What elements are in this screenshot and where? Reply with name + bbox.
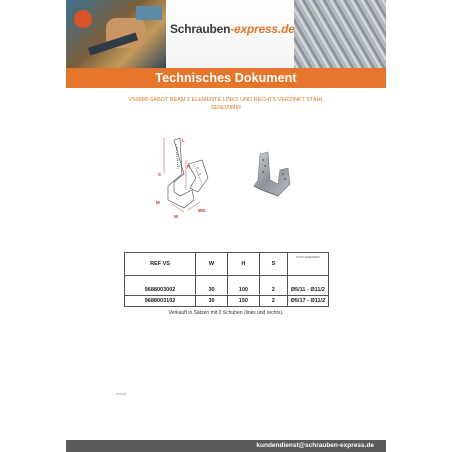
header-diameter: DURCHMESSER	[287, 253, 328, 276]
cell-diameter: Ø5/11 - Ø11/2	[287, 276, 328, 296]
footnote: ......STAND......	[111, 392, 131, 396]
label-H: H	[187, 164, 191, 169]
product-title-line2: SENDZIMIR	[210, 105, 242, 111]
label-S: S	[158, 172, 162, 177]
cell-s: 2	[259, 296, 287, 307]
header-banner	[66, 0, 386, 68]
document-page	[66, 0, 386, 452]
label-L: L	[182, 138, 185, 143]
logo-text-domain: -express.de	[230, 22, 295, 36]
cell-ref: 9688003002	[125, 276, 196, 296]
header-ref: REF VS	[125, 253, 196, 276]
label-WD: WD	[198, 208, 206, 213]
title-bar	[66, 68, 386, 88]
table-header-row	[125, 253, 329, 276]
cell-w: 30	[196, 276, 228, 296]
product-title-line1: VS9688-SABOT BEAM 2 ELEMENTE LINKS UND RECHTS VERZINKT STAHL	[128, 97, 324, 103]
technical-drawing	[154, 134, 214, 218]
cell-s: 2	[259, 276, 287, 296]
cell-w: 30	[196, 296, 228, 307]
tools-photo	[66, 0, 166, 68]
header-s: S	[259, 253, 287, 276]
label-M: M	[156, 200, 160, 205]
cell-diameter: Ø5/17 - Ø11/2	[287, 296, 328, 307]
header-h: H	[227, 253, 259, 276]
spec-table	[124, 252, 329, 307]
screws-photo	[294, 0, 386, 68]
footer-email-link[interactable]: kundendienst@schrauben-express.de	[256, 442, 374, 449]
brand-logo[interactable]	[170, 22, 295, 42]
header-w: W	[196, 253, 228, 276]
product-photo	[248, 150, 294, 200]
cell-h: 100	[227, 276, 259, 296]
document-title: Technisches Dokument	[155, 71, 297, 85]
cell-h: 150	[227, 296, 259, 307]
sales-note: Verkauft in Sätzen mit 2 Schuhen (links und rechts).	[168, 310, 284, 316]
table-row	[125, 276, 329, 296]
footer-bar	[66, 440, 386, 452]
table-row	[125, 296, 329, 307]
label-W: W	[174, 214, 179, 218]
logo-text-main: Schrauben	[170, 22, 231, 36]
cell-ref: 9688003102	[125, 296, 196, 307]
product-title	[66, 96, 386, 112]
